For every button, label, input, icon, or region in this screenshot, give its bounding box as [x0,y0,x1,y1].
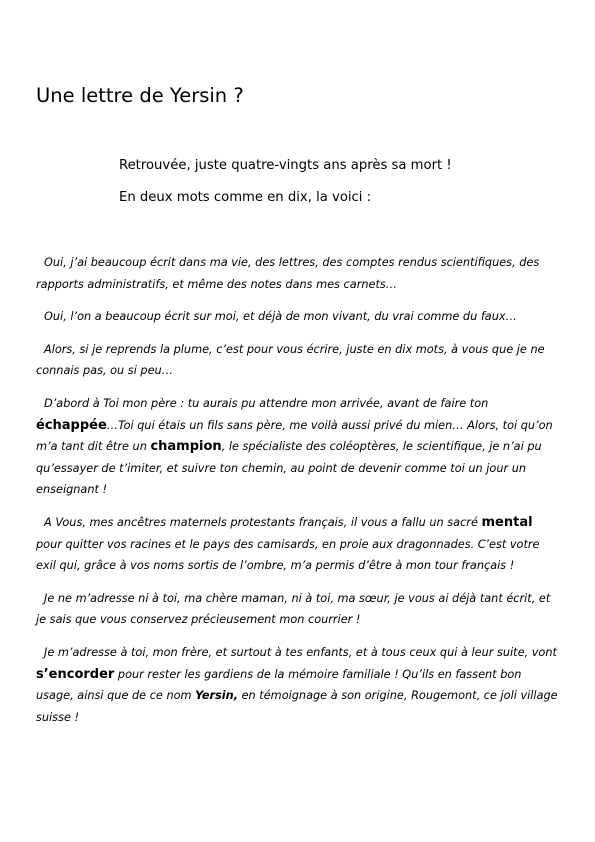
paragraph-5-text-a: A Vous, mes ancêtres maternels protestants français, il vous a fallu un sacré [44,515,482,529]
paragraph-4-text-a: D’abord à Toi mon père : tu aurais pu attendre mon arrivée, avant de faire ton [44,396,489,410]
keyword-champion: champion [150,439,222,455]
paragraph-6 [36,588,562,631]
paragraph-7-text-b: pour rester les gardiens de la mémoire familiale ! Qu’ils en fassent bon usage, ainsi que de ce nom [36,667,522,703]
keyword-sencorder: s’encorder [36,666,115,682]
keyword-yersin: Yersin, [195,689,239,703]
paragraph-5 [36,512,562,577]
paragraph-4 [36,393,562,501]
paragraph-6-text: Je ne m’adresse ni à toi, ma chère maman, ni à toi, ma sœur, je vous ai déjà tant écrit, et je sais que vous conservez précieusement mon courrier ! [36,591,551,627]
paragraph-5-text-b: pour quitter vos racines et le pays des camisards, en proie aux dragonnades. C’est votre exil qui, grâce à vos noms sortis de l’ombre, m’a permis d’être à mon tour français ! [36,537,540,573]
paragraph-2-text: Oui, l’on a beaucoup écrit sur moi, et déjà de mon vivant, du vrai comme du faux… [44,310,517,324]
paragraph-7-text-c: en témoignage à son origine, Rougemont, ce joli village suisse ! [36,689,558,724]
paragraph-2 [36,306,562,328]
document-title: Une lettre de Yersin ? [36,84,244,107]
paragraph-1-text: Oui, j’ai beaucoup écrit dans ma vie, des lettres, des comptes rendus scientifiques, des rapports administratifs, et même des notes dans mes carnets… [36,256,540,291]
intro-line-1: Retrouvée, juste quatre-vingts ans après sa mort ! [119,158,452,173]
keyword-echappee: échappée [36,417,107,433]
paragraph-1 [36,252,562,295]
paragraph-3-text: Alors, si je reprends la plume, c’est pour vous écrire, juste en dix mots, à vous que je ne connais pas, ou si peu… [36,342,545,378]
paragraph-7 [36,642,562,728]
letter-body [36,252,562,739]
keyword-mental: mental [481,514,533,530]
intro-line-2: En deux mots comme en dix, la voici : [119,190,372,205]
paragraph-4-text-c: , le spécialiste des coléoptères, le scientifique, je n’ai pu qu’essayer de t’imiter, et suivre ton chemin, au point de devenir comme toi un jour un enseignant ! [36,440,542,497]
paragraph-7-text-a: Je m’adresse à toi, mon frère, et surtout à tes enfants, et à tous ceux qui à leur suite, vont [44,645,557,659]
paragraph-3 [36,339,562,382]
paragraph-4-text-b: …Toi qui étais un fils sans père, me voilà aussi privé du mien… Alors, toi qu’on m’a tant dit être un [36,418,553,454]
